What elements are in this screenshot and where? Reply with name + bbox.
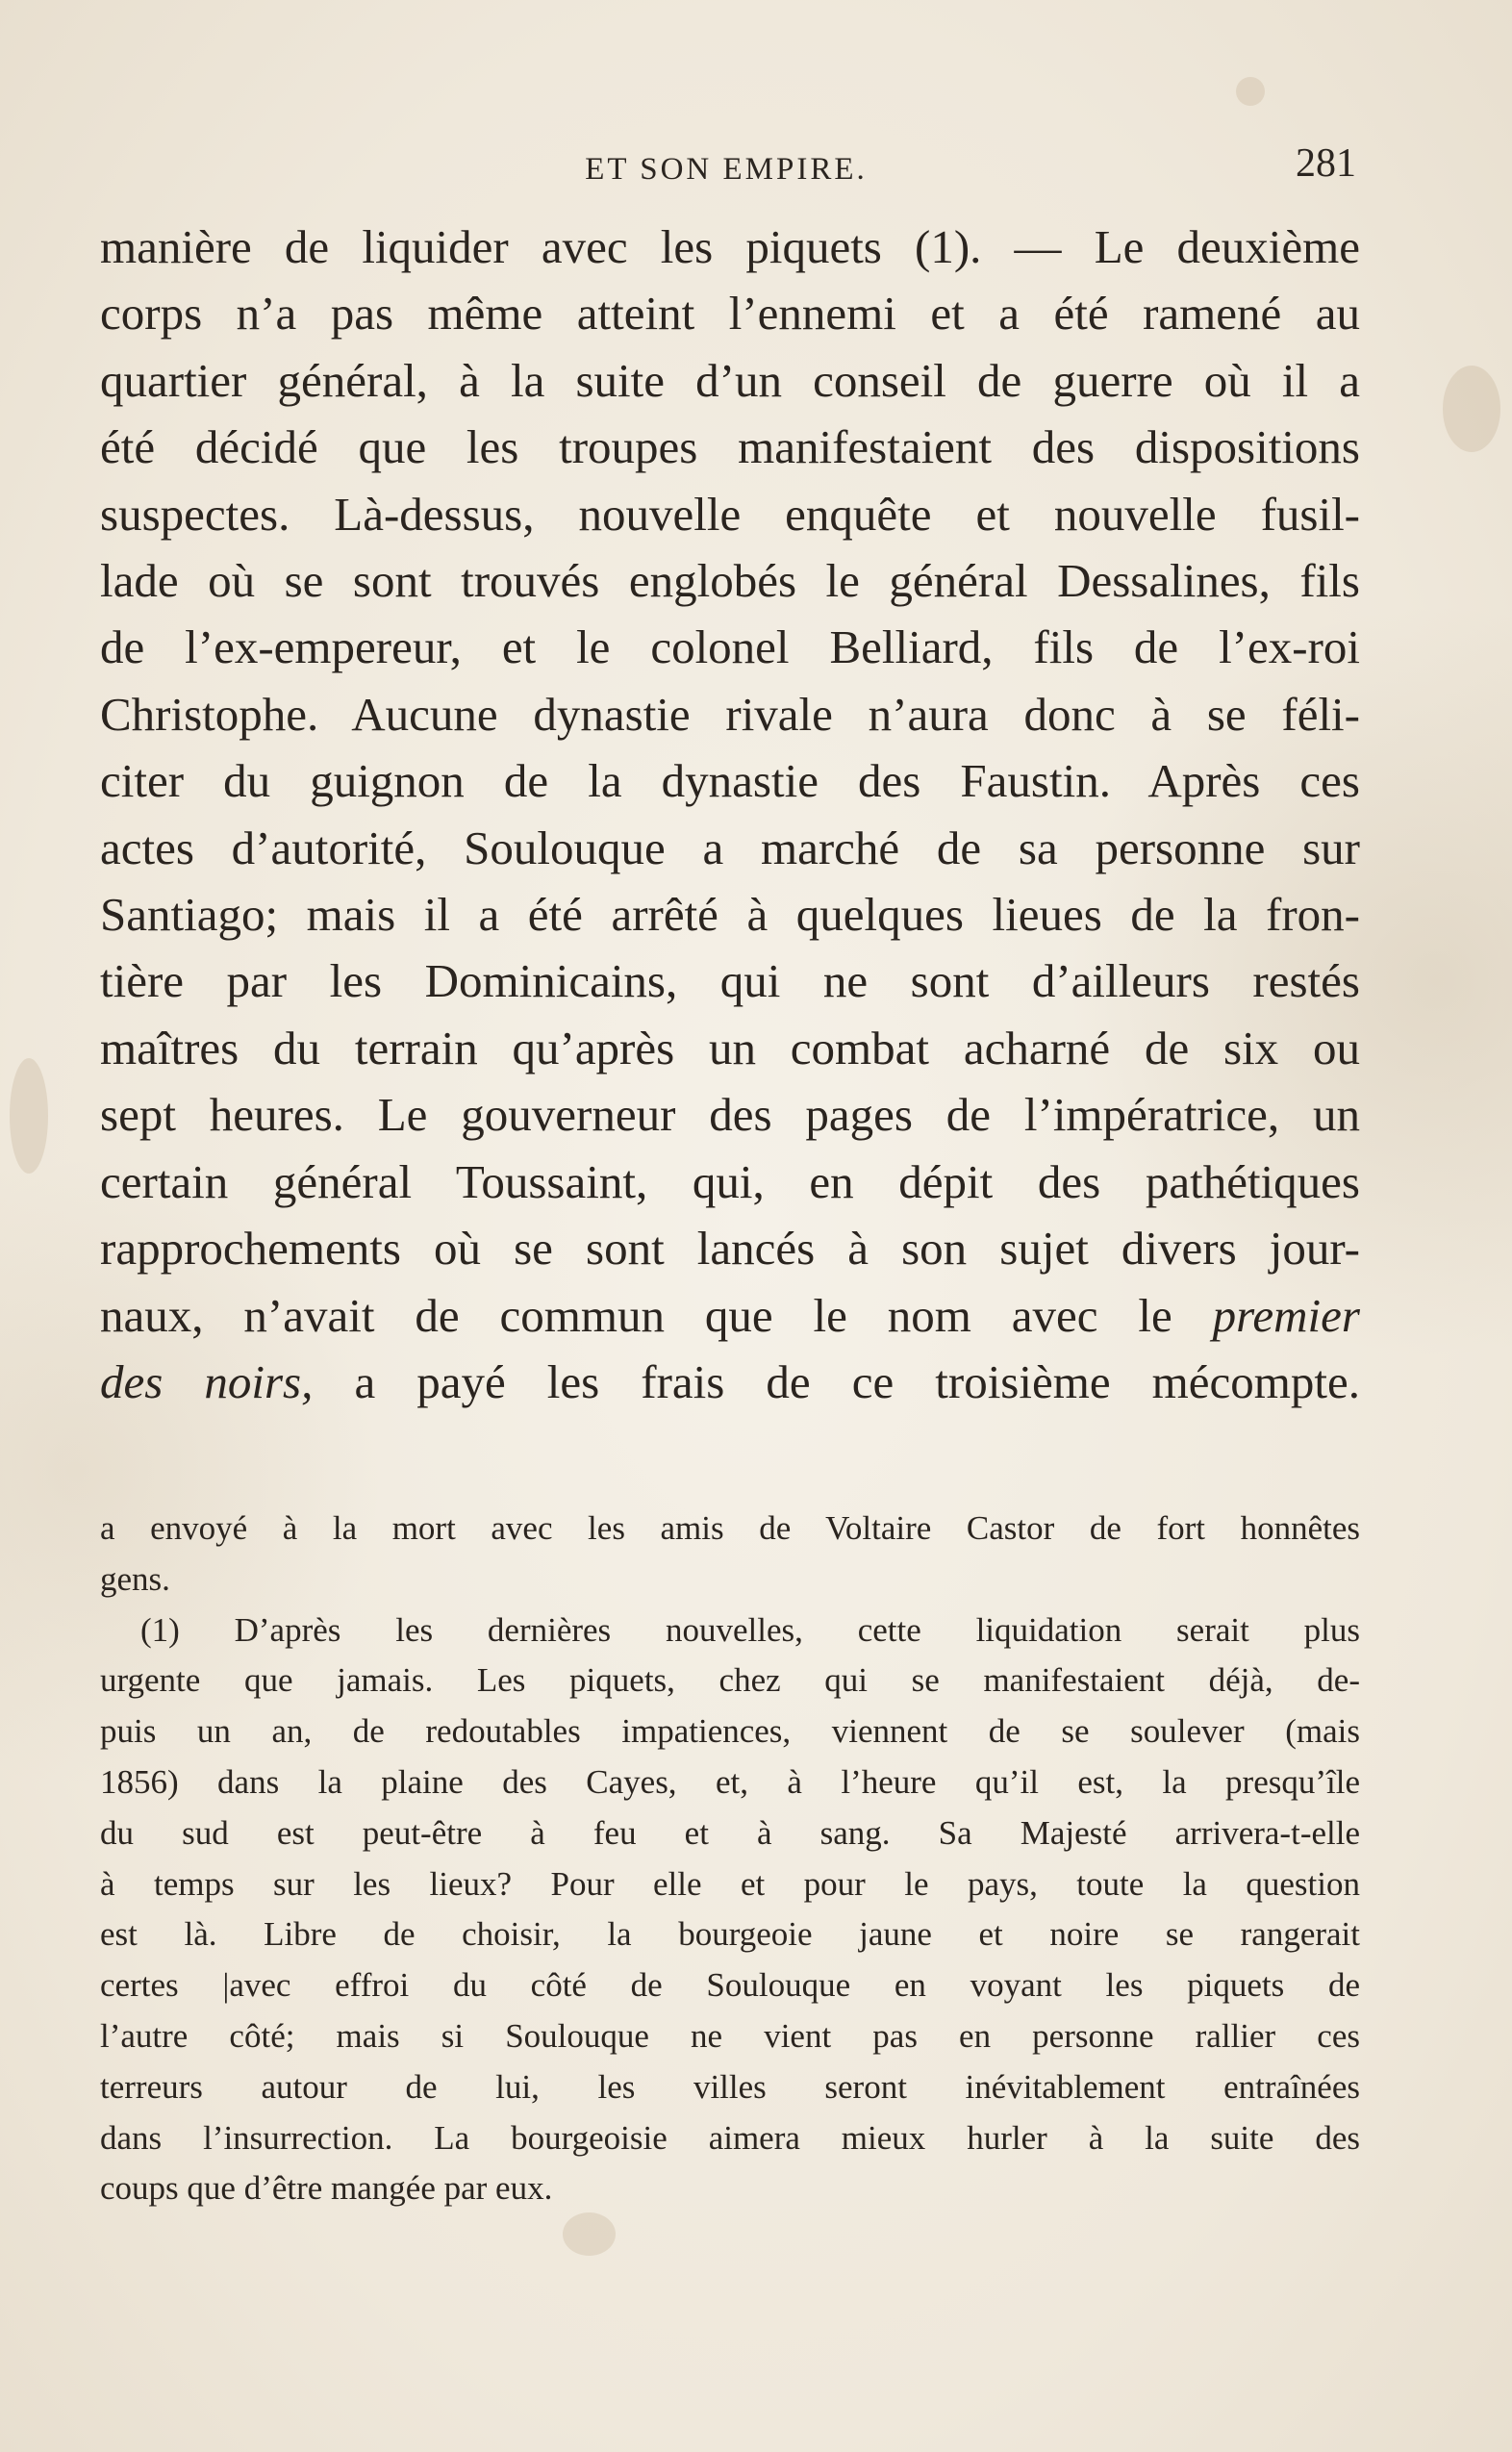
paper-stain (563, 2212, 616, 2256)
paper-stain (1236, 77, 1265, 106)
text-line: suspectes. Là-dessus, nouvelle enquête et nouvelle fusil- (100, 487, 1360, 541)
paper-stain (10, 1058, 48, 1174)
text-line: de l’ex-empereur, et le colonel Belliard, fils de l’ex-roi (100, 620, 1360, 674)
running-title: ET SON EMPIRE. (585, 152, 868, 187)
text-line: quartier général, à la suite d’un conseil de guerre où il a (100, 353, 1360, 407)
italic-segment: des noirs, (100, 1354, 314, 1408)
page-header (96, 135, 1356, 202)
text-line: citer du guignon de la dynastie des Faustin. Après ces (100, 754, 1360, 808)
text-line: manière de liquider avec les piquets (1). — Le deuxième (100, 220, 1360, 273)
text-line: maîtres du terrain qu’après un combat acharné de six ou (100, 1021, 1360, 1074)
text-line: été décidé que les troupes manifestaient des dispositions (100, 420, 1360, 474)
text-line: sept heures. Le gouverneur des pages de l’impératrice, un (100, 1088, 1360, 1142)
footnote-line: certes |avec effroi du côté de Soulouque en voyant les piquets de (100, 1966, 1360, 2005)
text-line: rapprochements où se sont lancés à son sujet divers jour- (100, 1222, 1360, 1276)
footnote-line: urgente que jamais. Les piquets, chez qui se manifestaient déjà, de- (100, 1661, 1360, 1700)
footnote-line: a envoyé à la mort avec les amis de Voltaire Castor de fort honnêtes (100, 1509, 1360, 1547)
text-line: Christophe. Aucune dynastie rivale n’aura donc à se féli- (100, 687, 1360, 741)
text-line: Santiago; mais il a été arrêté à quelques lieues de la fron- (100, 888, 1360, 942)
main-text (100, 214, 1360, 1415)
page-number: 281 (1296, 141, 1356, 186)
text-line-mixed (100, 1282, 1360, 1349)
text-line: corps n’a pas même atteint l’ennemi et a été ramené au (100, 287, 1360, 341)
text-line: certain général Toussaint, qui, en dépit des pathétiques (100, 1154, 1360, 1208)
footnote-line: terreurs autour de lui, les villes seront inévitablement entraînées (100, 2067, 1360, 2106)
footnote-line: du sud est peut-être à feu et à sang. Sa Majesté arrivera-t-elle (100, 1813, 1360, 1852)
text-line: tière par les Dominicains, qui ne sont d’ailleurs restés (100, 954, 1360, 1008)
footnote-line: puis un an, de redoutables impatiences, viennent de se soulever (mais (100, 1712, 1360, 1751)
footnote-line: l’autre côté; mais si Soulouque ne vient pas en personne rallier ces (100, 2016, 1360, 2055)
text-segment: naux, n’avait de commun que le nom avec le (100, 1288, 1172, 1342)
footnote-line: dans l’insurrection. La bourgeoisie aimera mieux hurler à la suite des (100, 2118, 1360, 2157)
italic-segment: premier (1212, 1288, 1360, 1342)
footnote-line: coups que d’être mangée par eux. (100, 2169, 553, 2208)
footnote-line: est là. Libre de choisir, la bourgeoie jaune et noire se rangerait (100, 1915, 1360, 1954)
text-line: lade où se sont trouvés englobés le général Dessalines, fils (100, 554, 1360, 608)
footnote-line: (1) D’après les dernières nouvelles, cette liquidation serait plus (140, 1610, 1360, 1649)
footnote-line: à temps sur les lieux? Pour elle et pour le pays, toute la question (100, 1864, 1360, 1903)
text-line-mixed (100, 1349, 1360, 1415)
paper-stain (1443, 366, 1500, 452)
footnote-line: gens. (100, 1559, 170, 1598)
text-line: actes d’autorité, Soulouque a marché de sa personne sur (100, 821, 1360, 874)
text-segment: a payé les frais de ce troisième mécompte. (354, 1354, 1360, 1408)
footnotes (100, 1504, 1360, 2214)
footnote-line: 1856) dans la plaine des Cayes, et, à l’heure qu’il est, la presqu’île (100, 1762, 1360, 1801)
